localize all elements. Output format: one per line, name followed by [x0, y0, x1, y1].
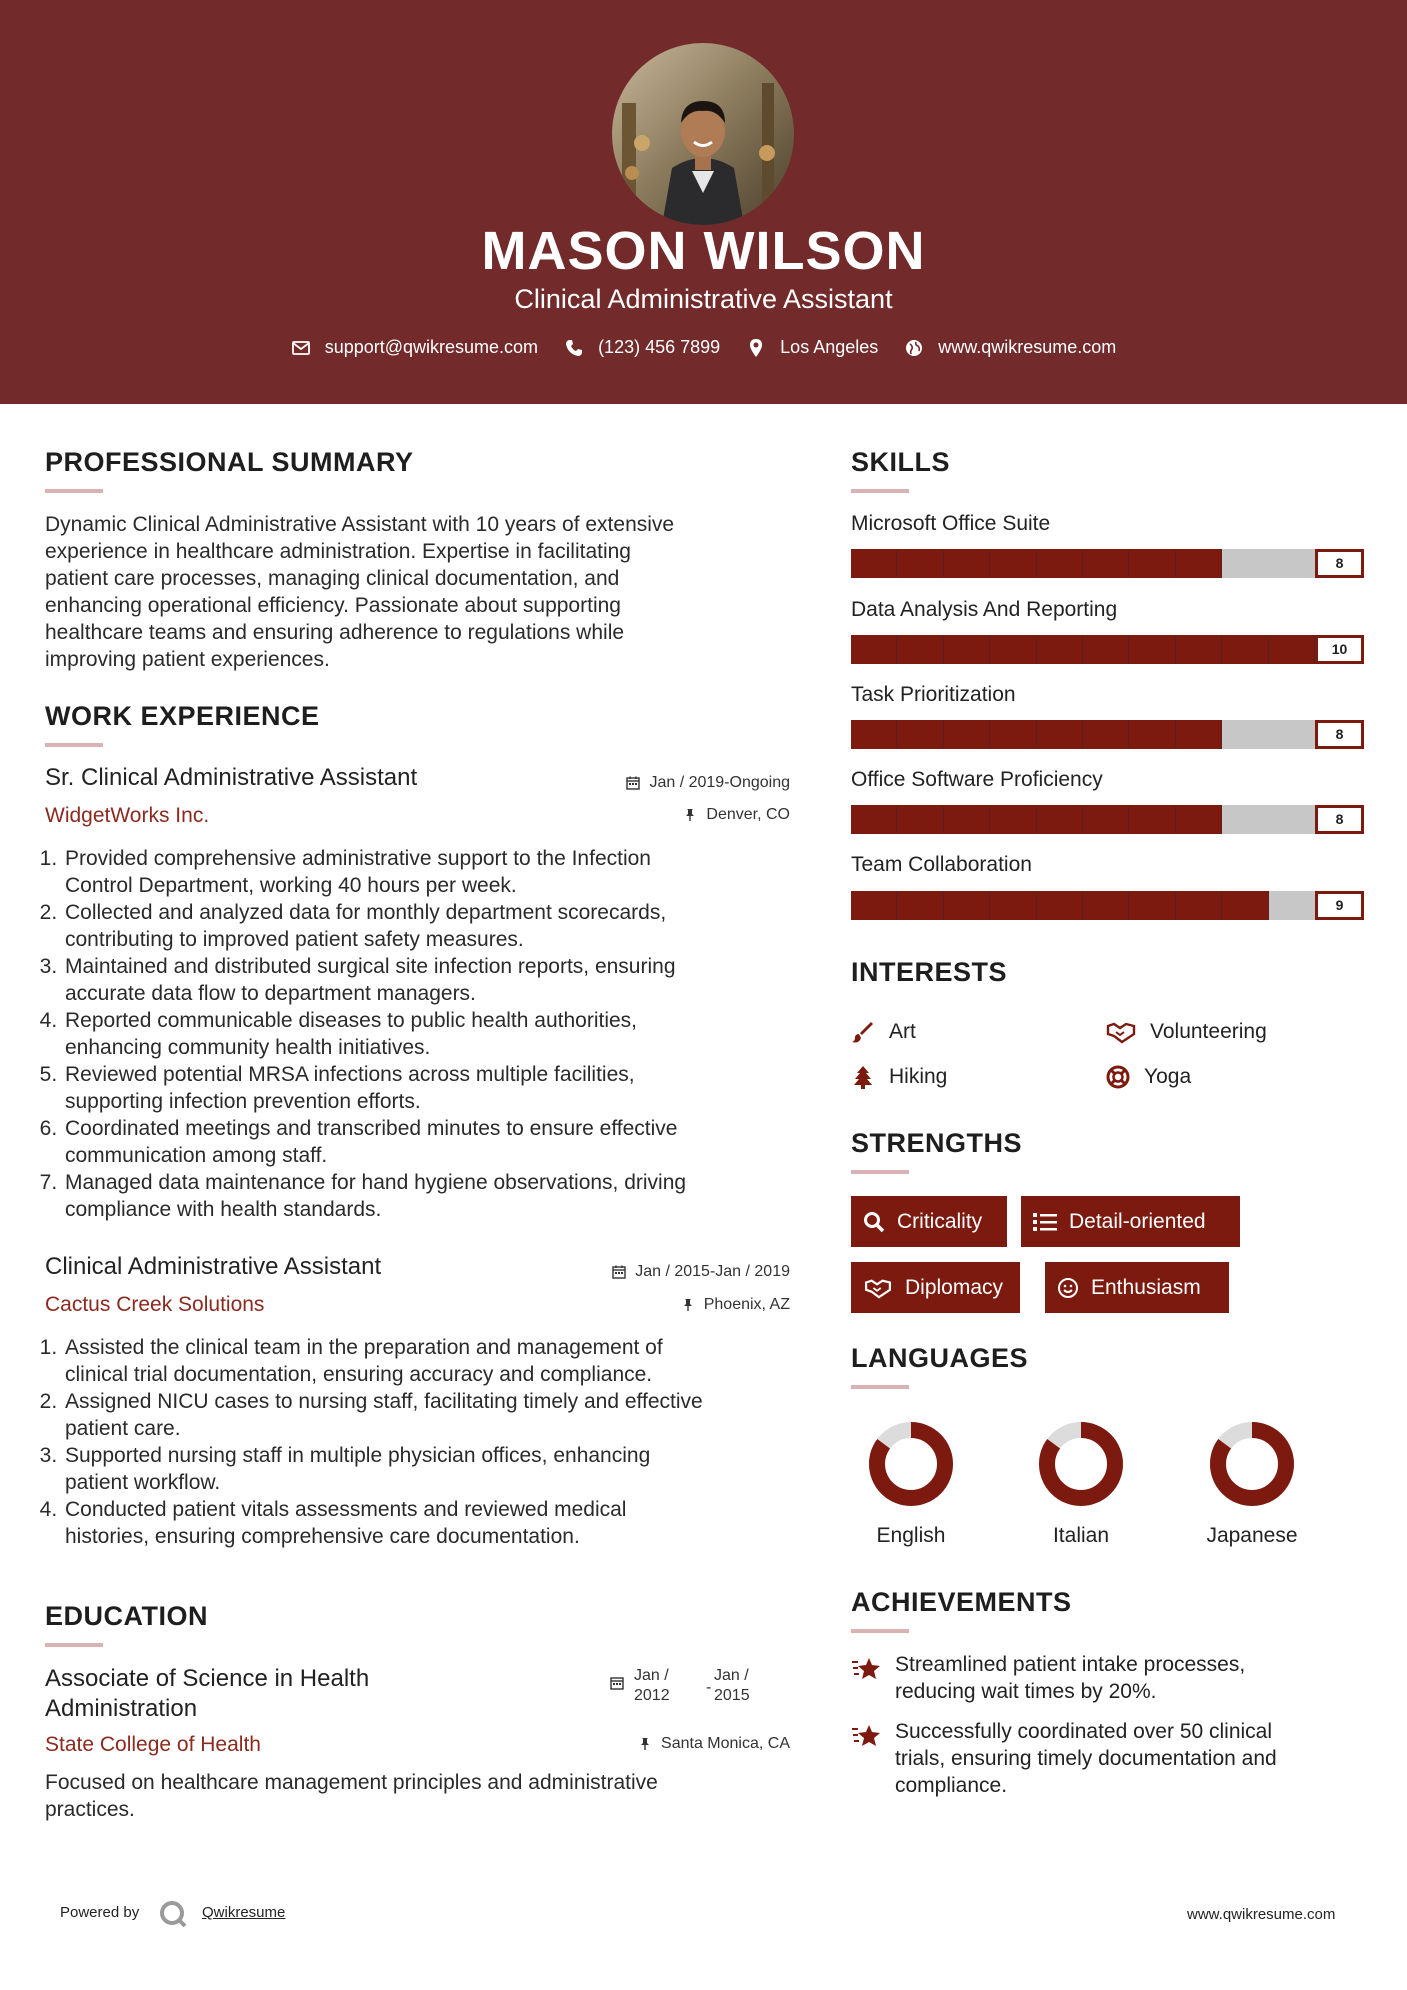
- skill-level-segment: [944, 635, 990, 664]
- skill-level-segment: [1037, 805, 1083, 834]
- education-heading: EDUCATION: [45, 1601, 208, 1631]
- job-duties-list: [45, 1334, 795, 1550]
- strength-label: Enthusiasm: [1091, 1275, 1201, 1299]
- skill-level-segment: [1083, 635, 1129, 664]
- strength-badge-criticality: [851, 1196, 1007, 1247]
- qwikresume-link[interactable]: Qwikresume: [202, 1904, 286, 1921]
- company-name: WidgetWorks Inc.: [45, 804, 210, 827]
- calendar-icon: [612, 1265, 626, 1279]
- email-text: support@qwikresume.com: [324, 337, 539, 357]
- interest-item-art: [851, 1020, 916, 1044]
- skill-level-segment: [1083, 805, 1129, 834]
- skill-level-segment: [1129, 891, 1175, 920]
- location-text: Los Angeles: [780, 337, 879, 357]
- candidate-name: MASON WILSON: [481, 221, 926, 281]
- skill-level-segment: [1222, 805, 1268, 834]
- skill-level-segment: [1222, 549, 1268, 578]
- lifering-icon: [1106, 1065, 1130, 1089]
- interest-label: Yoga: [1144, 1065, 1192, 1088]
- school-name: State College of Health: [45, 1733, 261, 1756]
- calendar-icon: [610, 1676, 624, 1690]
- handshake-icon: [863, 1277, 893, 1299]
- candidate-title: Clinical Administrative Assistant: [514, 284, 893, 314]
- list-icon: [1033, 1212, 1057, 1232]
- duty-item: 1. Assisted the clinical team in the preparation and management of clinical trial documentation, ensuring accuracy and compliance.: [63, 1334, 795, 1388]
- skill-level-segment: [944, 549, 990, 578]
- degree-line: Associate of Science in Health: [45, 1665, 370, 1692]
- envelope-icon: [291, 338, 311, 358]
- skill-level-segment: [1269, 891, 1315, 920]
- interest-item-yoga: [1106, 1065, 1191, 1089]
- website-text: www.qwikresume.com: [938, 337, 1117, 357]
- skill-label: Task Prioritization: [851, 683, 1016, 706]
- languages-heading-underline: [851, 1385, 909, 1389]
- summary-line: improving patient experiences.: [45, 648, 330, 671]
- job-location-text: Denver, CO: [706, 806, 790, 823]
- summary-line: enhancing operational efficiency. Passionate about supporting: [45, 594, 621, 617]
- duty-item: 2. Assigned NICU cases to nursing staff, facilitating timely and effective patient care.: [63, 1388, 795, 1442]
- interest-label: Art: [889, 1020, 916, 1043]
- summary-line: experience in healthcare administration. Expertise in facilitating: [45, 540, 631, 563]
- strength-badge-diplomacy: [851, 1262, 1020, 1313]
- strength-badge-detail-oriented: [1021, 1196, 1240, 1247]
- job-dates: [560, 774, 790, 792]
- paintbrush-icon: [851, 1020, 875, 1044]
- skill-level-segment: [1269, 549, 1315, 578]
- duty-item: 4. Conducted patient vitals assessments and reviewed medical histories, ensuring comprehensive care documentation.: [63, 1496, 795, 1550]
- education-start-date: Jan / 2012: [634, 1667, 670, 1704]
- footer-website[interactable]: www.qwikresume.com: [1187, 1906, 1336, 1923]
- skill-level-segment: [944, 805, 990, 834]
- skill-level-segment: [851, 805, 897, 834]
- summary-heading: PROFESSIONAL SUMMARY: [45, 447, 414, 477]
- summary-text: [45, 511, 674, 673]
- pushpin-icon: [683, 808, 697, 822]
- map-pin-icon: [746, 338, 766, 358]
- skill-level-segment: [1037, 549, 1083, 578]
- skill-level-bar: [851, 549, 1315, 578]
- skill-level-segment: [1269, 805, 1315, 834]
- skill-level-segment: [1176, 549, 1222, 578]
- skill-level-segment: [1129, 805, 1175, 834]
- skill-level-segment: [990, 549, 1036, 578]
- language-label: English: [876, 1524, 946, 1547]
- skill-level-bar: [851, 720, 1315, 749]
- languages-heading: LANGUAGES: [851, 1343, 1029, 1373]
- degree-title: [45, 1664, 369, 1724]
- skill-level-segment: [944, 720, 990, 749]
- skill-level-segment: [851, 635, 897, 664]
- smile-icon: [1057, 1277, 1079, 1299]
- duty-item: 2. Collected and analyzed data for monthly department scorecards, contributing to improved patient safety measures.: [63, 899, 795, 953]
- skill-level-value: 8: [1315, 805, 1364, 834]
- job-dates: [560, 1263, 790, 1281]
- degree-line: Administration: [45, 1695, 198, 1722]
- language-label: Italian: [1052, 1524, 1110, 1547]
- achievements-heading: ACHIEVEMENTS: [851, 1587, 1072, 1617]
- contact-email[interactable]: [291, 337, 538, 358]
- skill-level-segment: [1083, 891, 1129, 920]
- skill-level-segment: [990, 720, 1036, 749]
- skill-level-segment: [1176, 805, 1222, 834]
- language-donut: [869, 1422, 953, 1506]
- language-donut: [1039, 1422, 1123, 1506]
- skills-heading-underline: [851, 489, 909, 493]
- skill-level-segment: [851, 549, 897, 578]
- education-heading-underline: [45, 1643, 103, 1647]
- pushpin-icon: [681, 1298, 695, 1312]
- star-award-icon: [851, 1723, 883, 1749]
- skill-level-value: 10: [1315, 635, 1364, 664]
- achievement-item: Successfully coordinated over 50 clinical trials, ensuring timely documentation and compliance.: [895, 1720, 1277, 1797]
- job-location: [560, 806, 790, 824]
- strength-label: Criticality: [897, 1209, 983, 1233]
- powered-by-text: Powered by: [60, 1904, 140, 1921]
- education-date-dash: -: [706, 1679, 712, 1696]
- language-donut: [1210, 1422, 1294, 1506]
- education-location: [560, 1735, 790, 1753]
- contact-phone[interactable]: [564, 337, 720, 358]
- duty-item: 7. Managed data maintenance for hand hygiene observations, driving compliance with health standards.: [63, 1169, 795, 1223]
- strength-badge-enthusiasm: [1045, 1262, 1229, 1313]
- job-location: [560, 1296, 790, 1314]
- profile-photo: [612, 43, 794, 225]
- phone-text: (123) 456 7899: [598, 337, 721, 357]
- achievements-heading-underline: [851, 1629, 909, 1633]
- skill-level-segment: [1129, 635, 1175, 664]
- summary-line: Dynamic Clinical Administrative Assistant with 10 years of extensive: [45, 513, 675, 536]
- skill-level-segment: [851, 891, 897, 920]
- duty-item: 5. Reviewed potential MRSA infections across multiple facilities, supporting infection prevention efforts.: [63, 1061, 795, 1115]
- skill-level-segment: [990, 891, 1036, 920]
- skill-level-segment: [1176, 720, 1222, 749]
- skill-level-segment: [1222, 720, 1268, 749]
- contact-location: [746, 337, 878, 358]
- education-desc-line: Focused on healthcare management principles and administrative: [45, 1771, 658, 1794]
- job-duties-list: [45, 845, 795, 1223]
- education-location-text: Santa Monica, CA: [661, 1735, 790, 1752]
- strengths-heading-underline: [851, 1170, 909, 1174]
- skill-level-segment: [897, 549, 943, 578]
- summary-line: healthcare teams and ensuring adherence to regulations while: [45, 621, 625, 644]
- job-dates-text: Jan / 2015-Jan / 2019: [635, 1263, 790, 1280]
- qwikresume-logo-icon: [158, 1899, 188, 1929]
- skill-level-segment: [1083, 549, 1129, 578]
- language-label: Japanese: [1206, 1524, 1298, 1547]
- education-desc-line: practices.: [45, 1798, 135, 1821]
- phone-icon: [564, 338, 584, 358]
- contact-website[interactable]: [904, 337, 1116, 358]
- skill-level-segment: [990, 635, 1036, 664]
- duty-item: 3. Maintained and distributed surgical site infection reports, ensuring accurate data flow to department managers.: [63, 953, 795, 1007]
- skill-level-segment: [1269, 720, 1315, 749]
- skill-level-segment: [1037, 891, 1083, 920]
- interest-item-volunteering: [1106, 1020, 1267, 1044]
- skill-level-segment: [897, 891, 943, 920]
- skill-level-segment: [1083, 720, 1129, 749]
- duty-item: 6. Coordinated meetings and transcribed minutes to ensure effective communication among staff.: [63, 1115, 795, 1169]
- tree-icon: [851, 1065, 875, 1089]
- skill-level-segment: [1176, 635, 1222, 664]
- skill-level-bar: [851, 891, 1315, 920]
- achievement-item: Streamlined patient intake processes, reducing wait times by 20%.: [895, 1653, 1246, 1703]
- skill-level-bar: [851, 805, 1315, 834]
- skill-level-segment: [1129, 549, 1175, 578]
- skill-level-segment: [1037, 635, 1083, 664]
- interest-label: Hiking: [889, 1065, 948, 1088]
- education-description: [45, 1769, 658, 1823]
- interest-item-hiking: [851, 1065, 947, 1089]
- skill-level-segment: [1037, 720, 1083, 749]
- skill-level-segment: [1222, 635, 1268, 664]
- job-title: Sr. Clinical Administrative Assistant: [45, 764, 418, 791]
- skill-level-value: 9: [1315, 891, 1364, 920]
- skill-level-segment: [1129, 720, 1175, 749]
- strength-label: Diplomacy: [905, 1275, 1004, 1299]
- summary-line: patient care processes, managing clinical documentation, and: [45, 567, 620, 590]
- summary-heading-underline: [45, 489, 103, 493]
- skill-level-bar: [851, 635, 1315, 664]
- handshake-icon: [1106, 1020, 1136, 1044]
- skill-label: Data Analysis And Reporting: [851, 598, 1118, 621]
- skill-level-segment: [897, 635, 943, 664]
- experience-heading: WORK EXPERIENCE: [45, 701, 320, 731]
- skill-label: Office Software Proficiency: [851, 768, 1103, 791]
- interests-heading: INTERESTS: [851, 957, 1008, 987]
- duty-item: 3. Supported nursing staff in multiple physician offices, enhancing patient workflow.: [63, 1442, 795, 1496]
- job-title: Clinical Administrative Assistant: [45, 1253, 382, 1280]
- duty-item: 4. Reported communicable diseases to public health authorities, enhancing community health initiatives.: [63, 1007, 795, 1061]
- duty-item: 1. Provided comprehensive administrative support to the Infection Control Department, working 40 hours per week.: [63, 845, 795, 899]
- strength-label: Detail-oriented: [1069, 1209, 1206, 1233]
- star-award-icon: [851, 1656, 883, 1682]
- calendar-icon: [626, 776, 640, 790]
- skills-heading: SKILLS: [851, 447, 951, 477]
- company-name: Cactus Creek Solutions: [45, 1293, 265, 1316]
- skill-level-segment: [851, 720, 897, 749]
- skill-level-segment: [990, 805, 1036, 834]
- strengths-heading: STRENGTHS: [851, 1128, 1023, 1158]
- skill-level-value: 8: [1315, 720, 1364, 749]
- job-dates-text: Jan / 2019-Ongoing: [649, 774, 790, 791]
- skill-label: Team Collaboration: [851, 853, 1032, 876]
- skill-level-segment: [1269, 635, 1315, 664]
- education-end-date: Jan / 2015: [714, 1667, 750, 1704]
- skill-level-value: 8: [1315, 549, 1364, 578]
- skill-level-segment: [897, 720, 943, 749]
- skill-label: Microsoft Office Suite: [851, 512, 1051, 535]
- skill-level-segment: [944, 891, 990, 920]
- contact-row: [0, 337, 1407, 358]
- job-location-text: Phoenix, AZ: [703, 1296, 790, 1313]
- experience-heading-underline: [45, 743, 103, 747]
- skill-level-segment: [897, 805, 943, 834]
- globe-icon: [904, 338, 924, 358]
- skill-level-segment: [1176, 891, 1222, 920]
- skill-level-segment: [1222, 891, 1268, 920]
- pushpin-icon: [638, 1737, 652, 1751]
- search-icon: [863, 1211, 885, 1233]
- header-banner: [0, 0, 1407, 404]
- interest-label: Volunteering: [1150, 1020, 1267, 1043]
